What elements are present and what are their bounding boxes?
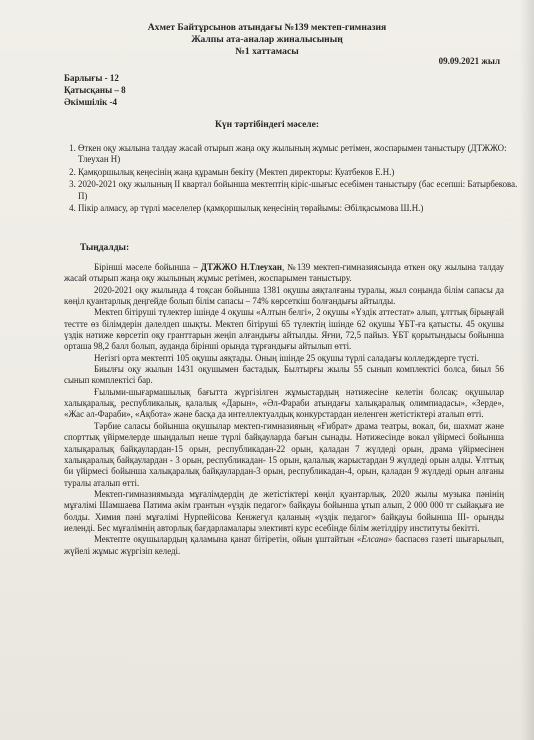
minutes-body xyxy=(64,262,504,557)
speaker-name: ДТЖЖО Н.Тлеухан xyxy=(200,262,282,272)
agenda-item: 4. Пікір алмасу, әр түрлі мәселелер (қамқоршылық кеңесінің төрайымы: Әбілқасымова Ш.Н.) xyxy=(78,203,518,214)
paragraph: Бірінші мәселе бойынша – ДТЖЖО Н.Тлеухан, №139 мектеп-гимназиясында өткен оқу жылына талдау жасай отырып жаңа оқу жылының жұмыс ретімен, жоспарымен таныстыру. xyxy=(64,262,504,284)
agenda-title: Күн тәртібіндегі мәселе: xyxy=(215,120,319,130)
paragraph: 2020-2021 оқу жылында 4 тоқсан бойынша 1381 оқушы аяқталғаны туралы, жыл соңында білім сапасы да көңіл қуантарлық деңгейде болып білім сапасы – 74% көрсеткіш болғандығы айтылды. xyxy=(64,284,504,307)
listened-heading: Тыңдалды: xyxy=(80,243,130,253)
agenda-item: 1. Өткен оқу жылына талдау жасай отырып жаңа оқу жылының жұмыс ретімен, жоспарымен таныстыру (ДТЖЖО: Тлеухан Н) xyxy=(78,143,518,166)
agenda-list xyxy=(62,143,518,215)
school-name: Ахмет Байтұрсынов атындағы №139 мектеп-гимназия xyxy=(147,22,387,33)
newspaper-name: «Елсана» xyxy=(356,534,393,545)
stat-present: Қатысқаны – 8 xyxy=(64,85,126,95)
paragraph: Мектеп бітіруші түлектер ішінде 4 оқушы «Алтын белгі», 2 оқушы «Үздік аттестат» алып, ұлттық бірыңғай тестте өз білімдерін дәлелдеп шықты. Мектеп бітіруші 65 түлектің ішінде 62 оқушы ҰБТ-ға қатысты. 45 оқушы үздік нәтиже көрсетіп оқу гранттарын жеңіп алғандығы айтылды. Яғни, 72,5 пайыз. ҰБТ қорытындысы бойынша орташа 98,2 балл болып, ауданда бірінші орында тұрғандығы айтылып өтті. xyxy=(64,307,504,352)
paragraph: Негізгі орта мектепті 105 оқушы аяқтады. Оның ішінде 25 оқушы түрлі саладағы колледждерге түсті. xyxy=(94,352,479,363)
paragraph: Биылғы оқу жылын 1431 оқушымен бастадық. Былтырғы жылы 55 сынып комплектісі болса, биыл 56 сынып комплектісі бар. xyxy=(64,364,504,386)
paragraph: Мектепте оқушылардың қаламына қанат бітіретін, ойын ұштайтын «Елсана» баспасөз газеті шығарылып, жүйелі жұмыс жүргізіп келеді. xyxy=(64,534,504,556)
paragraph: Тәрбие саласы бойынша оқушылар мектеп-гимназияның «Ғибрат» драма театры, вокал, би, шахмат және спорттық үйірмелерде шыңдалып неше түрлі байқауларда бағын сынады. Нәтижесінде вокал үйірмесі бойынша халықаралық байқаулардан-15 орын, республикадан-22 орын, қаладан 7 жүлдеді орын, драма үйірмесінен халықаралық байқаулардан - 3 орын, республикадан- 15 орын, қалалық жарыстардан 9 жүлдеді орын алды. Ұлттық би үйірмесі бойынша халықаралық байқаулардан-3 орын, республикадан-4, орын, қаладан 9 жүлдеді орын алғаны туралы аталып өтті. xyxy=(64,420,504,488)
stat-total: Барлығы - 12 xyxy=(64,73,119,83)
agenda-item: 3. 2020-2021 оқу жылының II квартал бойынша мектептің кіріс-шығыс есебімен таныстыру (бас есепші: Батырбекова. П) xyxy=(78,179,518,202)
protocol-date: 09.09.2021 жыл xyxy=(438,56,500,66)
protocol-number: №1 хаттамасы xyxy=(235,46,299,57)
agenda-item: 2. Қамқоршылық кеңесінің жаңа құрамын бекіту (Мектеп директоры: Куатбеков Е.Н.) xyxy=(78,167,518,178)
page-edge-shadow xyxy=(520,0,534,740)
paragraph: Мектеп-гимназиямызда мұғалімдердің де жетістіктері көңіл қуантарлық. 2020 жылы музыка пәнінің мұғалімі Шамшаева Патима әкім грантын «үздік педагог» байқауы бойынша ұтып алып, 2 000 000 тг сыйақыға ие болды. Химия пәні мұғалімі Нурпейісова Кенжегүл қаланың «үздік педагог» байқауы бойынша III- орынды иеленді. Бес мұғалімнің авторлық бағдарламалары элективті курс есебінде білім жетілдіру институты бекітті. xyxy=(64,488,504,533)
paragraph: Ғылыми-шығармашылық бағытта жүргізілген жұмыстардың нәтижесіне келетін болсақ: оқушылар халықаралық, республикалық, қалалық «Дарын», «Әл-Фараби атындағы халықаралық олимпиадасы», «Зерде», «Жас әл-Фараби», «Ақбота» және басқа да интеллектуалдық конкурстардан иеленген жетістіктері аталып өтті. xyxy=(64,386,504,420)
meeting-title: Жалпы ата-аналар жиналысының xyxy=(191,34,343,45)
stat-administration: Әкімшілік -4 xyxy=(64,97,118,107)
